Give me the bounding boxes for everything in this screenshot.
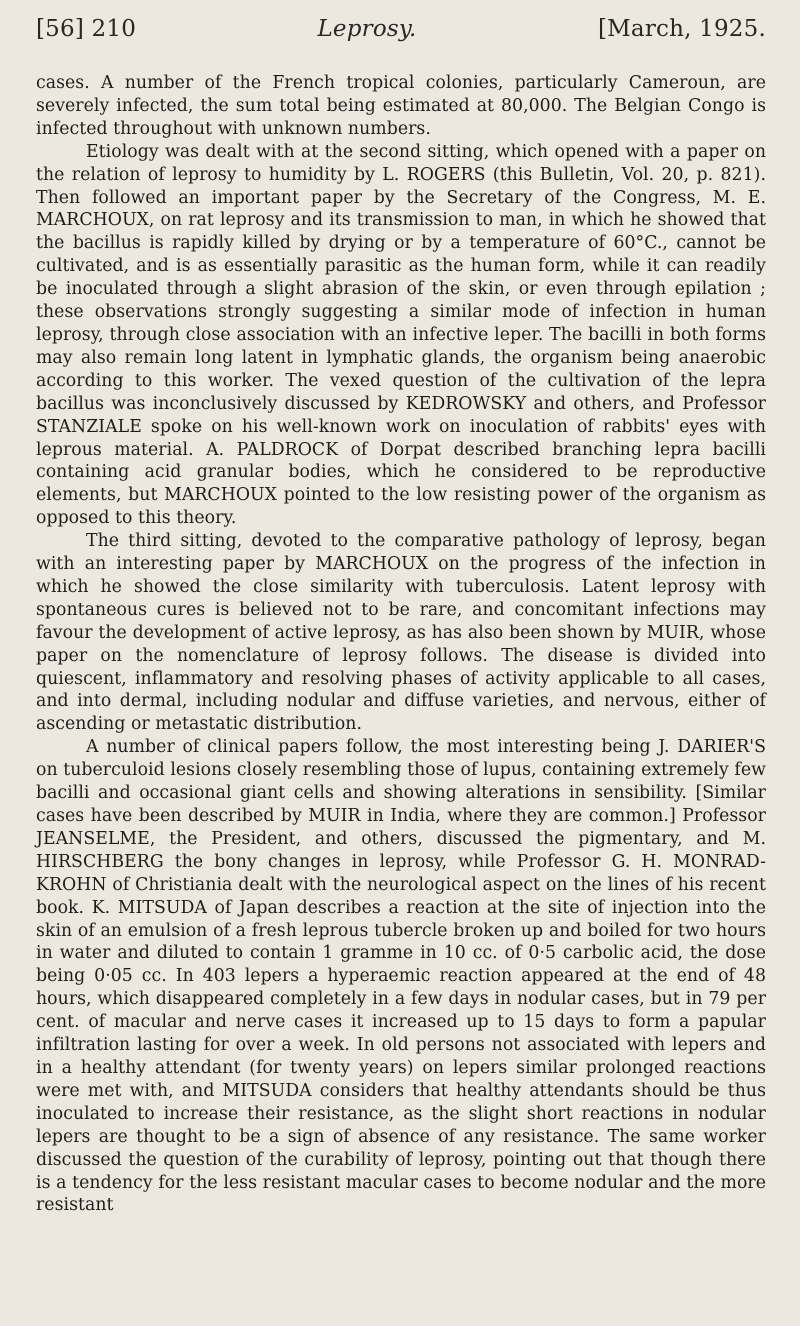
paragraph-etiology: Etiology was dealt with at the second sitting, which opened with a paper on the relation of leprosy to humidity by L. ROGERS (this Bulletin, Vol. 20, p. 821). Then followed an important paper by the Secretary of the Congress, M. E. MARCHOUX, on rat leprosy and its transmission to man, in which he showed that the bacillus is rapidly killed by drying or by a temperature of 60°C., cannot be cultivated, and is as essentially parasitic as the human form, while it can readily be inoculated through a slight abrasion of the skin, or even through epilation ; these observations strongly suggesting a similar mode of infection in human leprosy, through close association with an infective leper. The bacilli in both forms may also remain long latent in lymphatic glands, the organism being anaerobic according to this worker. The vexed question of the cultivation of the lepra bacillus was inconclusively discussed by KEDROWSKY and others, and Professor STANZIALE spoke on his well-known work on inoculation of rabbits' eyes with leprous material. A. PALDROCK of Dorpat described branching lepra bacilli containing acid granular bodies, which he considered to be reproductive elements, but MARCHOUX pointed to the low resisting power of the organism as opposed to this theory. bbox=[36, 141, 766, 529]
paragraph-comparative-pathology: The third sitting, devoted to the comparative pathology of leprosy, began with an interesting paper by MARCHOUX on the progress of the infection in which he showed the close similarity with tuberculosis. Latent leprosy with spontaneous cures is believed not to be rare, and concomitant infections may favour the development of active leprosy, as has also been shown by MUIR, whose paper on the nomenclature of leprosy follows. The disease is divided into quiescent, inflammatory and resolving phases of activity applicable to all cases, and into dermal, including nodular and diffuse varieties, and nervous, either of ascending or metastatic distribution. bbox=[36, 531, 766, 735]
paragraph-clinical-papers: A number of clinical papers follow, the most interesting being J. DARIER'S on tuberculoid lesions closely resembling those of lupus, containing extremely few bacilli and occasional giant cells and showing alterations in sensibility. [Similar cases have been described by MUIR in India, where they are common.] Professor JEANSELME, the President, and others, discussed the pigmentary, and M. HIRSCHBERG the bony changes in leprosy, while Professor G. H. MONRAD-KROHN of Christiania dealt with the neurological aspect on the lines of his recent book. K. MITSUDA of Japan describes a reaction at the site of injection into the skin of an emulsion of a fresh leprous tubercle broken up and boiled for two hours in water and diluted to contain 1 gramme in 10 cc. of 0·5 carbolic acid, the dose being 0·05 cc. In 403 lepers a hyperaemic reaction appeared at the end of 48 hours, which disappeared completely in a few days in nodular cases, but in 79 per cent. of macular and nerve cases it increased up to 15 days to form a papular infiltration lasting for over a week. In old persons not associated with lepers and in a healthy attendant (for twenty years) on lepers similar prolonged reactions were met with, and MITSUDA considers that healthy attendants should be thus inoculated to increase their resistance, as the slight short reactions in nodular lepers are thought to be a sign of absence of any resistance. The same worker discussed the question of the curability of leprosy, pointing out that though there is a tendency for the less resistant macular cases to become nodular and the more resistant bbox=[36, 737, 766, 1216]
issue-date: [March, 1925. bbox=[597, 16, 766, 42]
body-text bbox=[36, 72, 766, 1217]
page-number: [56] 210 bbox=[36, 16, 137, 42]
paragraph-continuation: cases. A number of the French tropical colonies, particularly Cameroun, are severely infected, the sum total being estimated at 80,000. The Belgian Congo is infected throughout with unknown numbers. bbox=[36, 73, 766, 139]
journal-section-title: Leprosy. bbox=[317, 16, 417, 42]
running-head bbox=[36, 16, 766, 52]
